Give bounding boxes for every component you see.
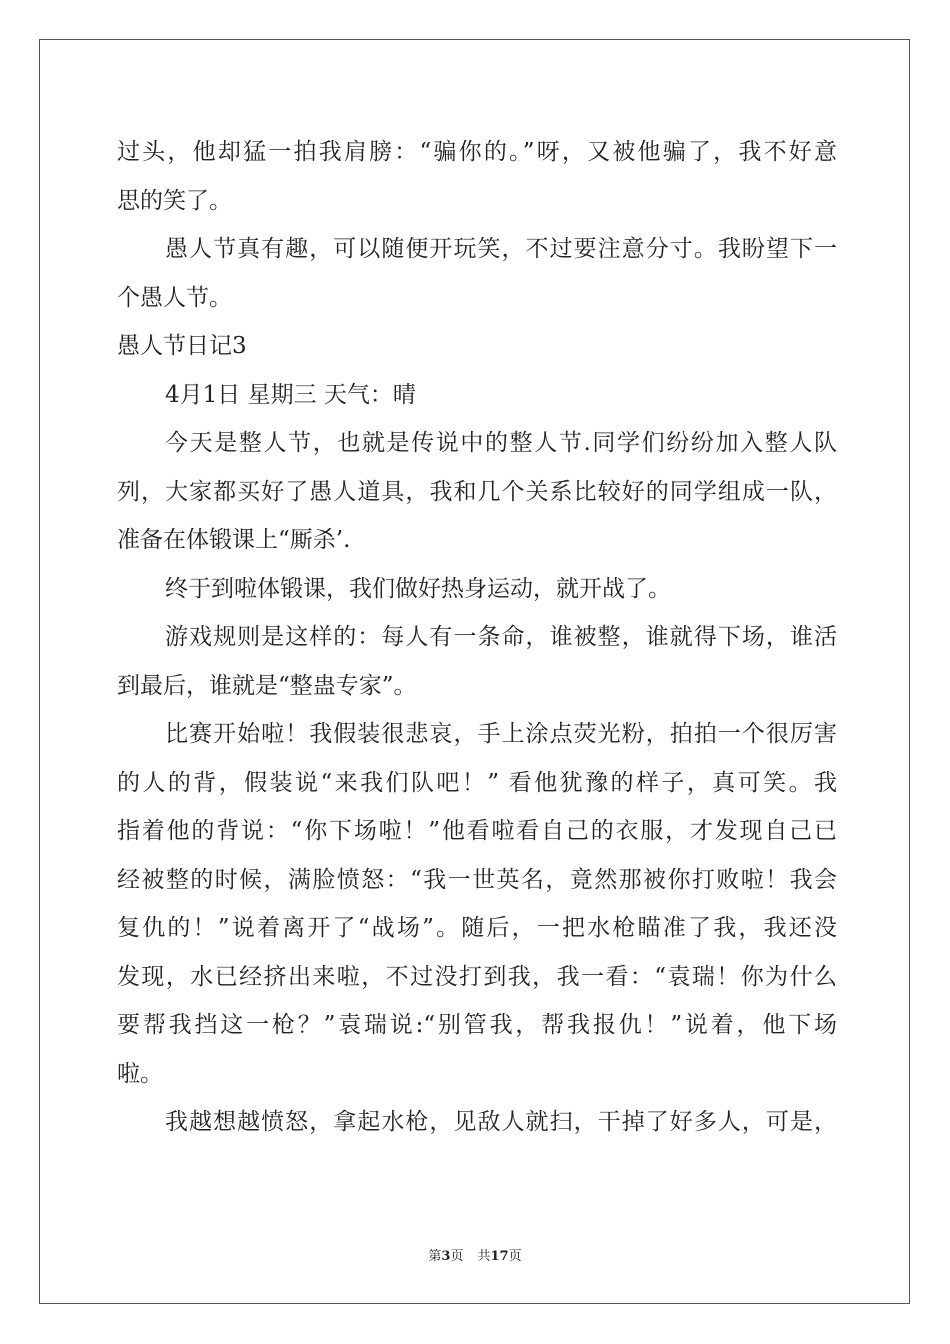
text-line: 终于到啦体锻课，我们做好热身运动，就开战了。 — [165, 575, 671, 602]
page-current: 3 — [441, 1249, 451, 1264]
text-line: 我越想越愤怒，拿起水枪，见敌人就扫，干掉了好多人，可是， — [165, 1109, 837, 1135]
text-line: 指着他的背说：“你下场啦！”他看啦看自己的衣服，才发现自己已 — [117, 818, 837, 844]
text-line: 啦。 — [117, 1060, 163, 1087]
date-line: 4月1日 星期三 天气：晴 — [165, 381, 416, 408]
page-unit: 页 — [450, 1249, 464, 1264]
text-line: 列，大家都买好了愚人道具，我和几个关系比较好的同学组成一队， — [117, 478, 837, 505]
page-prefix: 第 — [428, 1249, 442, 1264]
text-line: 思的笑了。 — [117, 187, 232, 214]
text-line: 复仇的！”说着离开了“战场”。随后，一把水枪瞄准了我，我还没 — [117, 915, 837, 941]
text-line: 个愚人节。 — [117, 284, 232, 311]
text-line: 过头，他却猛一拍我肩膀：“骗你的。”呀，又被他骗了，我不好意 — [117, 139, 837, 165]
page-footer — [0, 1245, 950, 1264]
text-line: 发现，水已经挤出来啦，不过没打到我，我一看：“袁瑞！你为什么 — [117, 963, 837, 990]
text-line: 游戏规则是这样的：每人有一条命，谁被整，谁就得下场，谁活 — [165, 624, 837, 650]
text-line: 经被整的时候，满脸愤怒：“我一世英名，竟然那被你打败啦！我会 — [117, 866, 837, 893]
text-line: 今天是整人节，也就是传说中的整人节.同学们纷纷加入整人队 — [165, 430, 837, 456]
text-line: 的人的背，假装说“来我们队吧！” 看他犹豫的样子，真可笑。我 — [117, 769, 837, 796]
total-unit: 页 — [508, 1249, 522, 1264]
document-body — [117, 128, 837, 1147]
section-heading: 愚人节日记3 — [117, 333, 247, 359]
total-prefix: 共 — [477, 1249, 491, 1264]
text-line: 到最后，谁就是“整蛊专家”。 — [117, 672, 417, 699]
text-line: 愚人节真有趣，可以随便开玩笑，不过要注意分寸。我盼望下一 — [165, 236, 837, 262]
text-line: 要帮我挡这一枪？”袁瑞说:“别管我，帮我报仇！”说着，他下场 — [117, 1012, 837, 1038]
text-line: 比赛开始啦！我假装很悲哀，手上涂点荧光粉，拍拍一个很厉害 — [165, 721, 837, 747]
page-total: 17 — [490, 1249, 509, 1264]
text-line: 准备在体锻课上“厮杀’. — [117, 527, 351, 553]
